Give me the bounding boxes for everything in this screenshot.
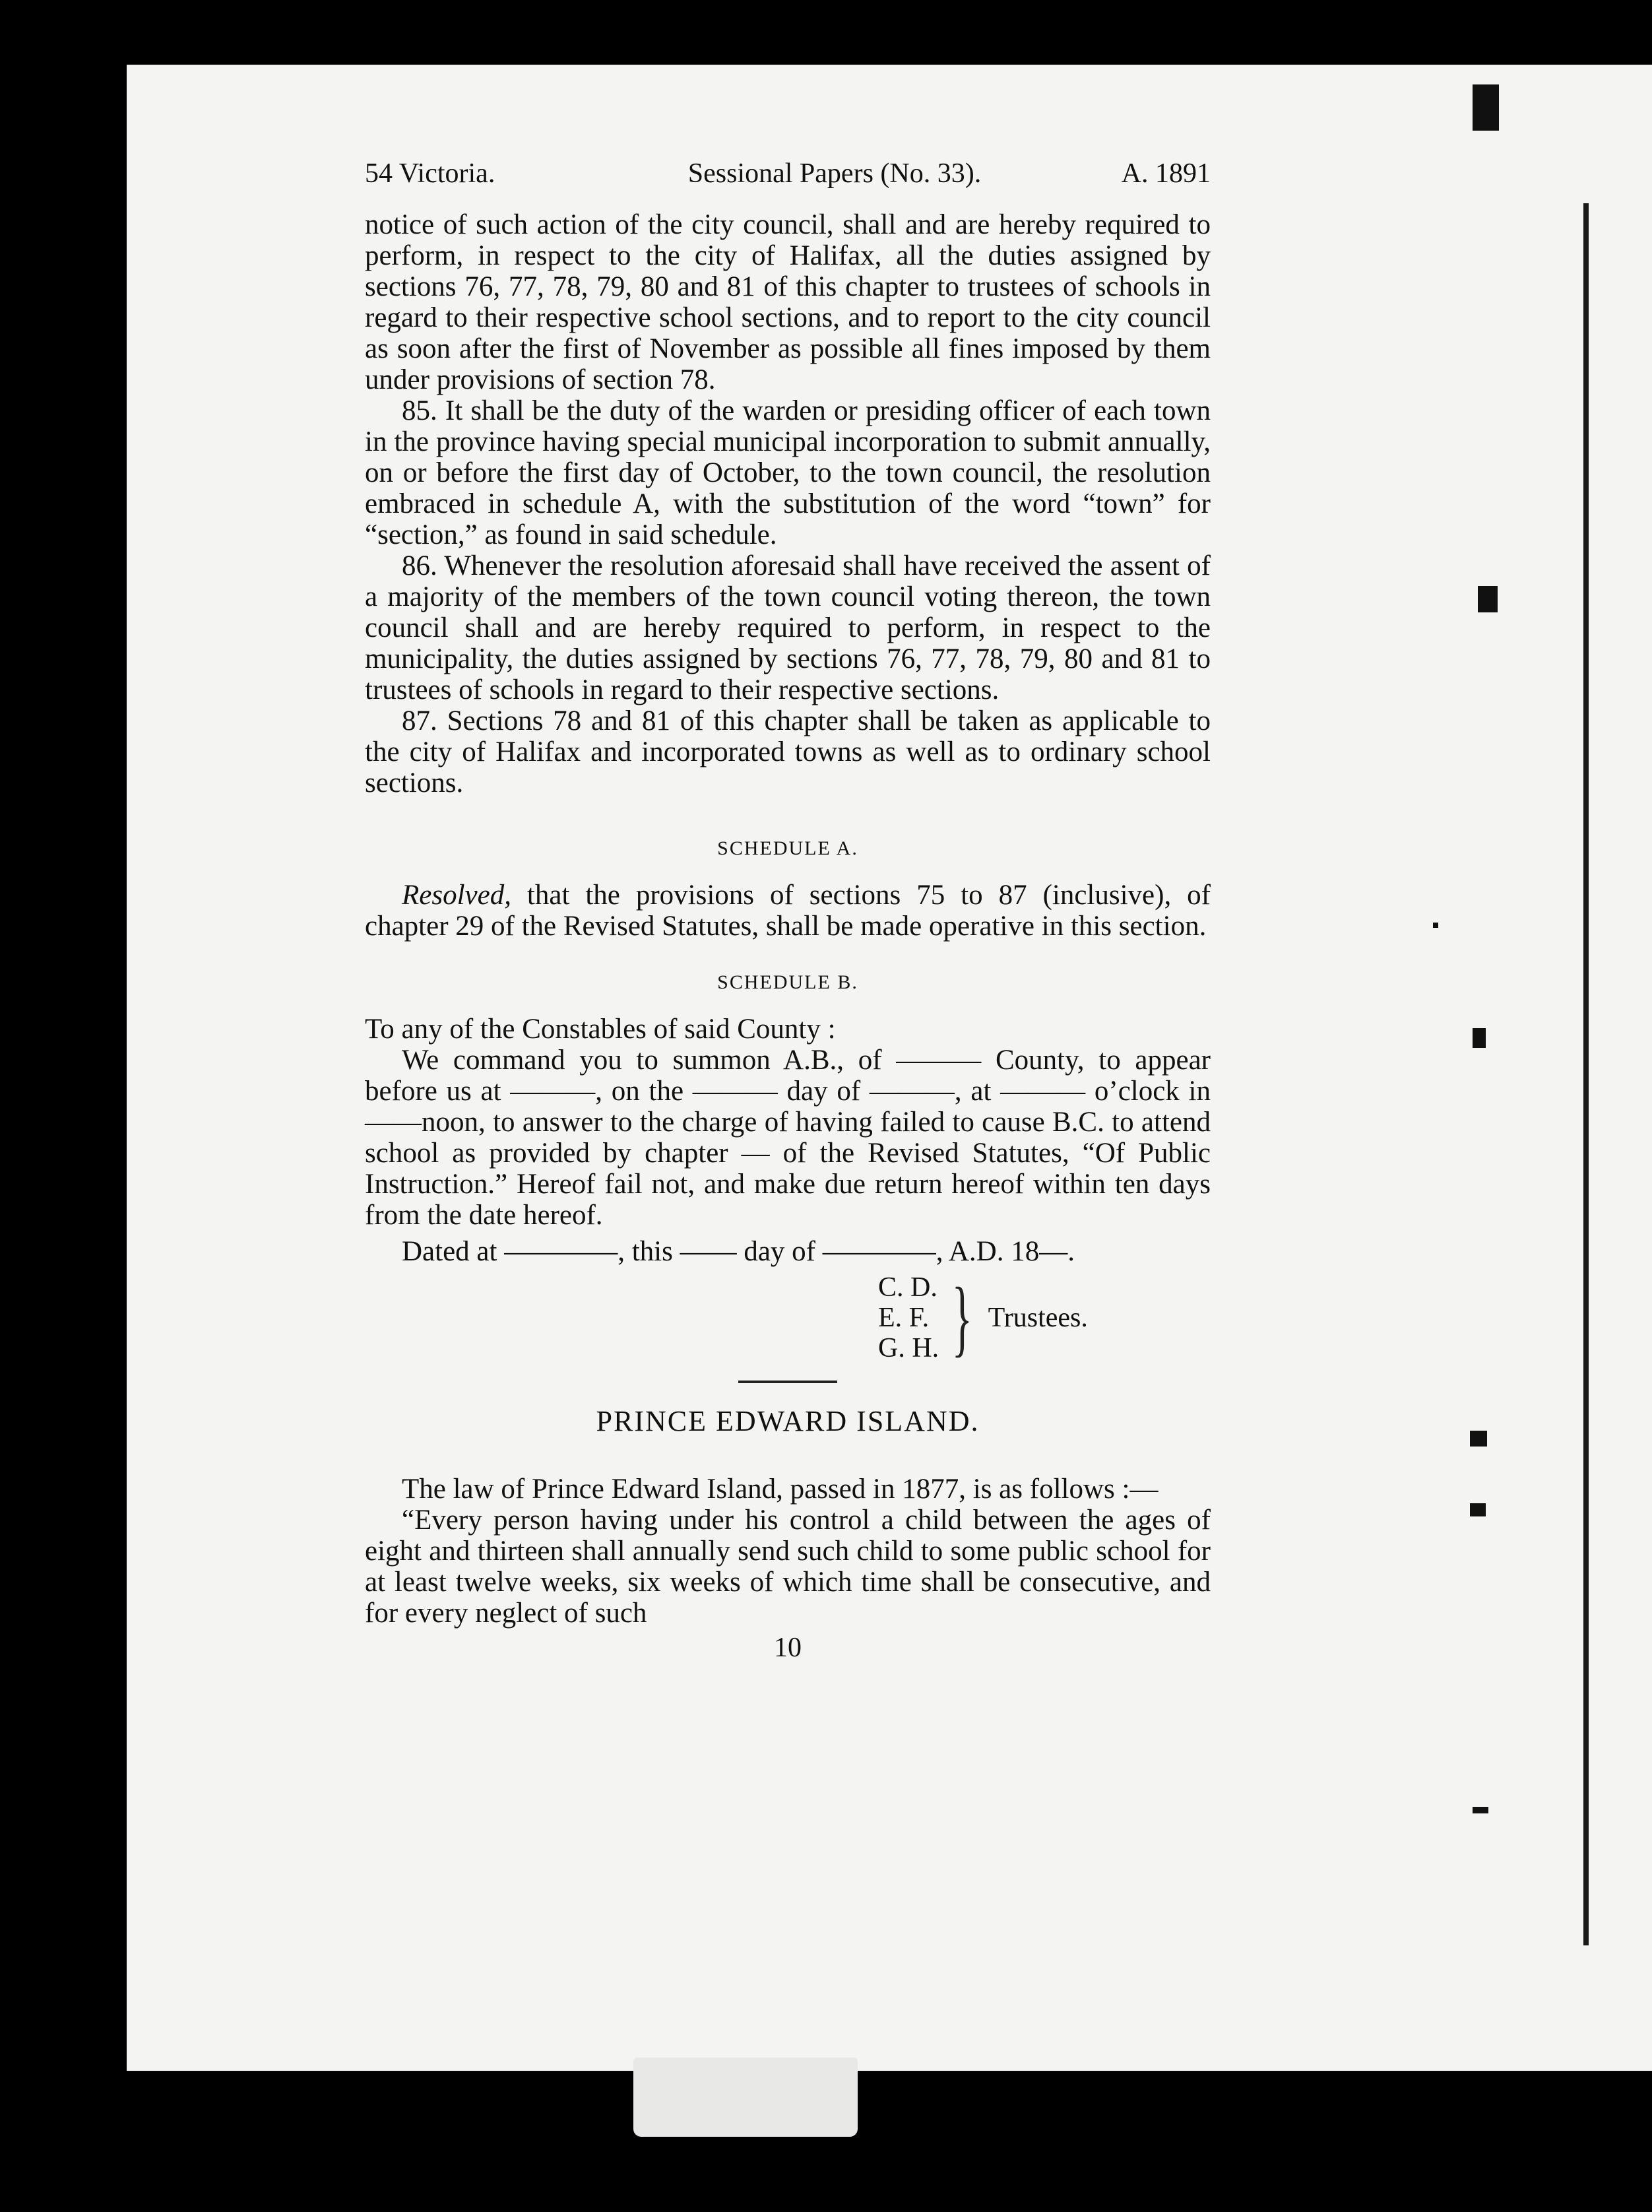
document-body xyxy=(365,158,1211,1664)
header-center: Sessional Papers (No. 33). xyxy=(687,158,982,189)
section-divider xyxy=(738,1381,837,1383)
page-number: 10 xyxy=(774,1633,802,1663)
pei-quote: “Every person having under his control a child between the ages of eight and thirteen shall annually send such child to some public school for at least twelve weeks, six weeks of which time shall be consecutive, and for every neglect of such xyxy=(365,1505,1211,1629)
schedule-b-address: To any of the Constables of said County : xyxy=(365,1014,836,1045)
signature-block xyxy=(878,1272,1211,1363)
brace-symbol: } xyxy=(951,1270,972,1365)
signatory-cd: C. D. xyxy=(878,1272,937,1303)
paragraph-section-86: 86. Whenever the resolution aforesaid shall have received the assent of a majority of the members of the town council voting thereon, the town council shall and are hereby required to perform, in respect to the municipality, the duties assigned by sections 76, 77, 78, 79, 80 and 81 to trustees of schools in regard to their respective sections. xyxy=(365,550,1211,705)
paragraph-section-85: 85. It shall be the duty of the warden or presiding officer of each town in the province having special municipal incorporation to submit annually, on or before the first day of October, to the town council, the resolution embraced in schedule A, with the substitution of the word “town” for “section,” as found in said schedule. xyxy=(365,395,1211,550)
paragraph-continuation: notice of such action of the city council, shall and are hereby required to perform, in respect to the city of Halifax, all the duties assigned by sections 76, 77, 78, 79, 80 and 81 of this chapter to trustees of schools in regard to their respective school sections, and to report to the city council as soon after the first of November as possible all fines imposed by them under provisions of section 78. xyxy=(365,209,1211,395)
signatory-gh: G. H. xyxy=(878,1333,939,1363)
paragraph-section-87: 87. Sections 78 and 81 of this chapter shall be taken as applicable to the city of Halifax and incorporated towns as well as to ordinary school sections. xyxy=(365,705,1211,798)
schedule-b-body: We command you to summon A.B., of ——— County, to appear before us at ———, on the ——— day of ———, at ——— o’clock in ——noon, to answer to the charge of having failed to cause B.C. to attend school as provided by chapter — of the Revised Statutes, “Of Public Instruction.” Hereof fail not, and make due return hereof within ten days from the date hereof. xyxy=(365,1045,1211,1231)
signatory-list xyxy=(878,1272,939,1363)
schedule-a-lead: Resolved, xyxy=(402,880,511,911)
signatory-ef: E. F. xyxy=(878,1303,930,1333)
schedule-a-body: that the provisions of sections 75 to 87 (inclusive), of chapter 29 of the Revised Statutes, shall be made operative in this section. xyxy=(365,880,1211,942)
header-right: A. 1891 xyxy=(1121,158,1211,189)
schedule-b-title: SCHEDULE B. xyxy=(717,971,858,993)
header-left: 54 Victoria. xyxy=(365,158,495,189)
schedule-a-text xyxy=(365,880,1211,942)
schedule-b-dated: Dated at ————, this —— day of ————, A.D. 18—. xyxy=(402,1236,1075,1267)
binding-edge xyxy=(1583,203,1589,1945)
schedule-a-title: SCHEDULE A. xyxy=(717,837,858,859)
pei-intro: The law of Prince Edward Island, passed in 1877, is as follows :— xyxy=(402,1474,1159,1505)
running-header xyxy=(365,158,1211,189)
pei-heading: PRINCE EDWARD ISLAND. xyxy=(596,1405,980,1437)
page-tab xyxy=(633,2058,858,2137)
signatory-role: Trustees. xyxy=(988,1303,1088,1333)
